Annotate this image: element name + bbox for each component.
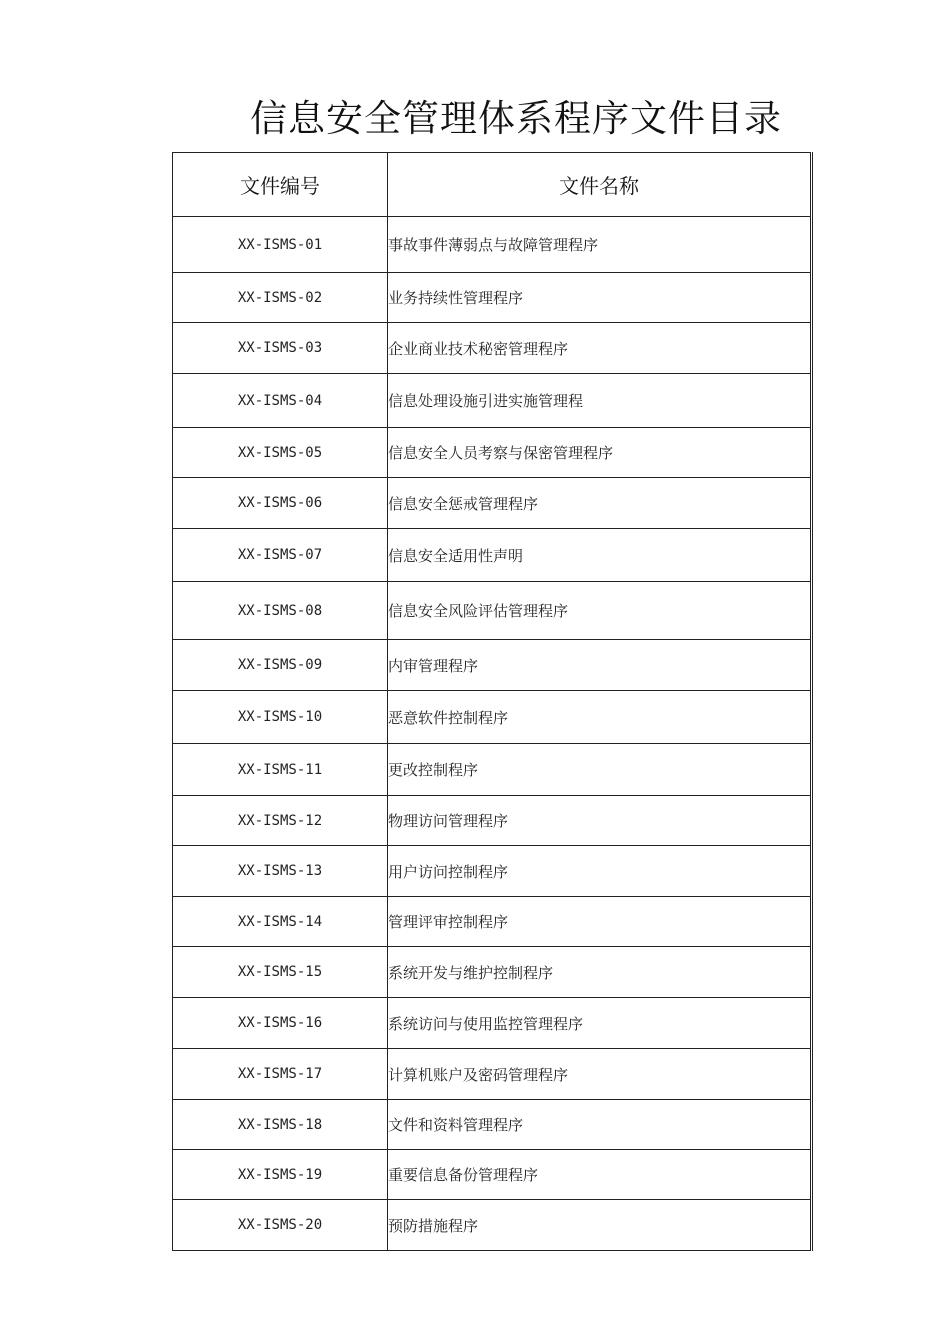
table-row xyxy=(173,897,812,947)
file-code-cell: XX-ISMS-01 xyxy=(173,217,388,273)
file-code-cell: XX-ISMS-14 xyxy=(173,897,388,947)
table-row xyxy=(173,691,812,744)
file-code-cell: XX-ISMS-02 xyxy=(173,273,388,323)
file-name-cell: 信息安全惩戒管理程序 xyxy=(388,478,812,529)
table-row xyxy=(173,374,812,428)
file-name-cell: 业务持续性管理程序 xyxy=(388,273,812,323)
table-row xyxy=(173,1100,812,1150)
file-name-cell: 计算机账户及密码管理程序 xyxy=(388,1049,812,1100)
file-name-cell: 预防措施程序 xyxy=(388,1200,812,1251)
file-code-cell: XX-ISMS-13 xyxy=(173,846,388,897)
table-row xyxy=(173,217,812,273)
file-code-cell: XX-ISMS-20 xyxy=(173,1200,388,1251)
table-row xyxy=(173,323,812,374)
table-header-row xyxy=(173,153,812,217)
file-name-cell: 信息处理设施引进实施管理程 xyxy=(388,374,812,428)
file-code-cell: XX-ISMS-07 xyxy=(173,529,388,582)
file-code-cell: XX-ISMS-05 xyxy=(173,428,388,478)
document-index-table xyxy=(172,152,813,1251)
file-code-cell: XX-ISMS-06 xyxy=(173,478,388,529)
file-name-cell: 信息安全适用性声明 xyxy=(388,529,812,582)
table-body xyxy=(173,217,812,1251)
file-code-cell: XX-ISMS-15 xyxy=(173,947,388,998)
file-name-cell: 内审管理程序 xyxy=(388,640,812,691)
table-row xyxy=(173,1150,812,1200)
file-name-cell: 用户访问控制程序 xyxy=(388,846,812,897)
header-file-name: 文件名称 xyxy=(388,153,812,217)
file-name-cell: 恶意软件控制程序 xyxy=(388,691,812,744)
file-code-cell: XX-ISMS-16 xyxy=(173,998,388,1049)
file-name-cell: 系统开发与维护控制程序 xyxy=(388,947,812,998)
file-code-cell: XX-ISMS-12 xyxy=(173,796,388,846)
table-row xyxy=(173,947,812,998)
table-row xyxy=(173,640,812,691)
file-code-cell: XX-ISMS-03 xyxy=(173,323,388,374)
table-row xyxy=(173,1200,812,1251)
page-title: 信息安全管理体系程序文件目录 xyxy=(250,97,782,140)
table-row xyxy=(173,1049,812,1100)
file-code-cell: XX-ISMS-09 xyxy=(173,640,388,691)
file-code-cell: XX-ISMS-11 xyxy=(173,744,388,796)
table-row xyxy=(173,846,812,897)
file-code-cell: XX-ISMS-08 xyxy=(173,582,388,640)
file-name-cell: 物理访问管理程序 xyxy=(388,796,812,846)
table-row xyxy=(173,744,812,796)
file-name-cell: 事故事件薄弱点与故障管理程序 xyxy=(388,217,812,273)
file-name-cell: 信息安全风险评估管理程序 xyxy=(388,582,812,640)
file-name-cell: 系统访问与使用监控管理程序 xyxy=(388,998,812,1049)
table-row xyxy=(173,273,812,323)
file-name-cell: 更改控制程序 xyxy=(388,744,812,796)
file-name-cell: 信息安全人员考察与保密管理程序 xyxy=(388,428,812,478)
file-name-cell: 企业商业技术秘密管理程序 xyxy=(388,323,812,374)
table-row xyxy=(173,428,812,478)
file-name-cell: 文件和资料管理程序 xyxy=(388,1100,812,1150)
document-table-container xyxy=(172,152,813,1251)
file-code-cell: XX-ISMS-19 xyxy=(173,1150,388,1200)
table-row xyxy=(173,582,812,640)
table-row xyxy=(173,998,812,1049)
file-code-cell: XX-ISMS-18 xyxy=(173,1100,388,1150)
file-name-cell: 管理评审控制程序 xyxy=(388,897,812,947)
file-code-cell: XX-ISMS-17 xyxy=(173,1049,388,1100)
file-name-cell: 重要信息备份管理程序 xyxy=(388,1150,812,1200)
file-code-cell: XX-ISMS-10 xyxy=(173,691,388,744)
header-file-code: 文件编号 xyxy=(173,153,388,217)
table-row xyxy=(173,796,812,846)
table-row xyxy=(173,529,812,582)
table-row xyxy=(173,478,812,529)
file-code-cell: XX-ISMS-04 xyxy=(173,374,388,428)
